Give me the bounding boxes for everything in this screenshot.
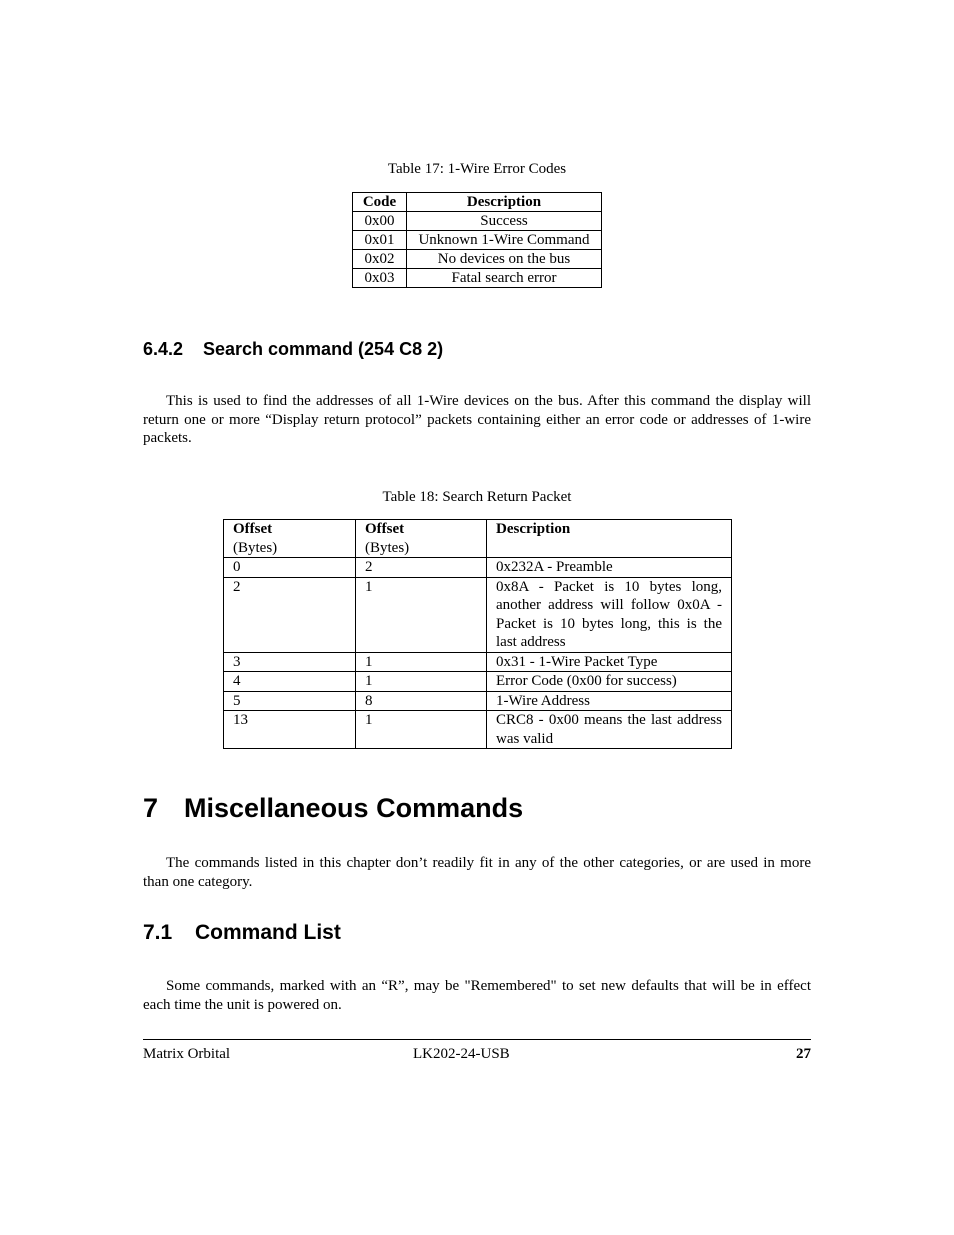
cell-description: Unknown 1-Wire Command bbox=[407, 231, 602, 250]
cell-offset: 2 bbox=[224, 577, 356, 652]
table-row bbox=[224, 652, 732, 672]
section-number: 7 bbox=[143, 793, 159, 823]
column-header-code: Code bbox=[353, 193, 407, 212]
table-row bbox=[224, 577, 732, 652]
cell-length: 8 bbox=[356, 691, 487, 711]
cell-length: 1 bbox=[356, 672, 487, 692]
section-642-heading bbox=[143, 338, 443, 360]
table18-caption: Table 18: Search Return Packet bbox=[382, 489, 572, 505]
column-header-offset bbox=[224, 520, 356, 558]
section-number: 7.1 bbox=[143, 921, 173, 944]
table17-caption: Table 17: 1-Wire Error Codes bbox=[387, 161, 567, 177]
cell-offset: 13 bbox=[224, 711, 356, 749]
header-label: Description bbox=[496, 521, 571, 537]
cell-description: Fatal search error bbox=[407, 269, 602, 288]
section-71-paragraph: Some commands, marked with an “R”, may be "Remembered" to set new defaults that will be in effect each time the unit is powered on. bbox=[143, 978, 811, 1013]
search-return-packet-table bbox=[223, 519, 732, 749]
header-label: Offset bbox=[233, 521, 273, 537]
section-title: Command List bbox=[195, 921, 341, 944]
cell-description: Success bbox=[407, 212, 602, 231]
table-header-row bbox=[353, 193, 602, 212]
cell-description: No devices on the bus bbox=[407, 250, 602, 269]
cell-description: 0x31 - 1-Wire Packet Type bbox=[487, 652, 732, 672]
cell-description: CRC8 - 0x00 means the last address was valid bbox=[487, 711, 732, 749]
table-row bbox=[353, 231, 602, 250]
cell-length: 2 bbox=[356, 558, 487, 578]
cell-offset: 5 bbox=[224, 691, 356, 711]
column-header-description bbox=[487, 520, 732, 558]
cell-description: 1-Wire Address bbox=[487, 691, 732, 711]
cell-description: 0x8A - Packet is 10 bytes long, another address will follow 0x0A - Packet is 10 bytes long, this is the last address bbox=[487, 577, 732, 652]
cell-code: 0x01 bbox=[353, 231, 407, 250]
table-row bbox=[353, 269, 602, 288]
section-number: 6.4.2 bbox=[143, 339, 184, 359]
header-label: Offset bbox=[365, 521, 405, 537]
footer-company: Matrix Orbital bbox=[143, 1046, 231, 1062]
table-row bbox=[353, 212, 602, 231]
section-71-heading bbox=[143, 920, 341, 946]
footer-rule bbox=[143, 1039, 811, 1040]
column-header-length bbox=[356, 520, 487, 558]
section-7-paragraph: The commands listed in this chapter don’t readily fit in any of the other categories, or are used in more than one category. bbox=[143, 855, 811, 890]
cell-code: 0x03 bbox=[353, 269, 407, 288]
cell-length: 1 bbox=[356, 711, 487, 749]
footer-page-number: 27 bbox=[796, 1046, 811, 1062]
table-row bbox=[224, 672, 732, 692]
error-codes-table bbox=[352, 192, 602, 288]
cell-offset: 0 bbox=[224, 558, 356, 578]
cell-description: 0x232A - Preamble bbox=[487, 558, 732, 578]
section-title: Search command (254 C8 2) bbox=[203, 339, 444, 359]
column-header-description: Description bbox=[407, 193, 602, 212]
table-row bbox=[224, 558, 732, 578]
table-header-row bbox=[224, 520, 732, 558]
table-row bbox=[224, 711, 732, 749]
section-642-paragraph: This is used to find the addresses of all 1-Wire devices on the bus. After this command the display will return one or more “Display return protocol” packets containing either an error code or addresses of 1-wire packets. bbox=[143, 393, 811, 446]
table-row bbox=[224, 691, 732, 711]
cell-length: 1 bbox=[356, 577, 487, 652]
section-title: Miscellaneous Commands bbox=[184, 793, 524, 823]
cell-offset: 3 bbox=[224, 652, 356, 672]
footer-product: LK202-24-USB bbox=[413, 1046, 510, 1062]
header-sublabel: (Bytes) bbox=[365, 539, 410, 556]
cell-code: 0x02 bbox=[353, 250, 407, 269]
cell-offset: 4 bbox=[224, 672, 356, 692]
section-7-heading bbox=[143, 792, 523, 824]
cell-length: 1 bbox=[356, 652, 487, 672]
table-row bbox=[353, 250, 602, 269]
header-sublabel: (Bytes) bbox=[233, 539, 278, 556]
cell-description: Error Code (0x00 for success) bbox=[487, 672, 732, 692]
cell-code: 0x00 bbox=[353, 212, 407, 231]
